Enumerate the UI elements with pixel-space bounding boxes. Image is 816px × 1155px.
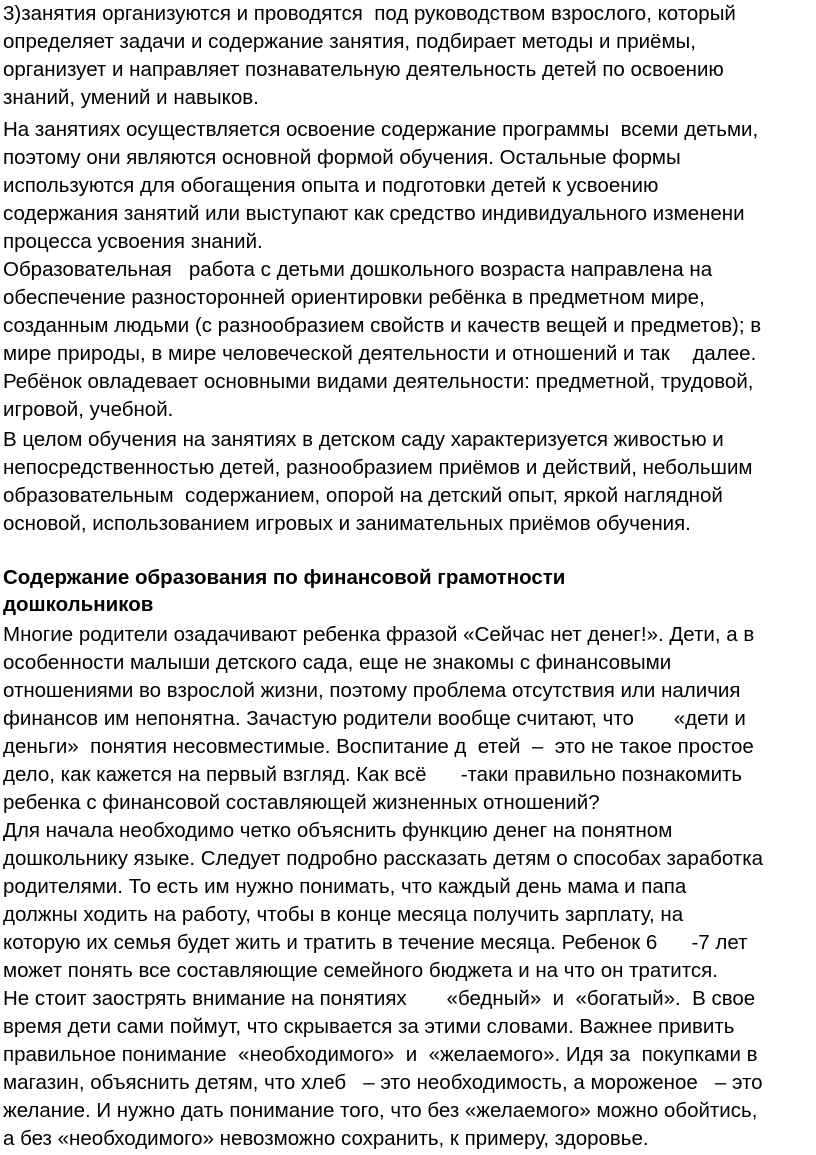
body-text-line: В целом обучения на занятиях в детском саду характеризуется живостью и <box>3 428 724 451</box>
body-text-line: непосредственностью детей, разнообразием приёмов и действий, небольшим <box>3 456 753 479</box>
body-text-line: дело, как кажется на первый взгляд. Как всё -таки правильно познакомить <box>3 763 743 786</box>
body-text-line: игровой, учебной. <box>3 398 174 421</box>
body-text-line: особенности малыши детского сада, еще не знакомы с финансовыми <box>3 651 672 674</box>
body-text-line: Не стоит заострять внимание на понятиях «бедный» и «богатый». В свое <box>3 987 756 1010</box>
body-text-line: обеспечение разносторонней ориентировки ребёнка в предметном мире, <box>3 286 705 309</box>
section-heading: Содержание образования по финансовой грамотности <box>3 566 566 589</box>
body-text-line: образовательным содержанием, опорой на детский опыт, яркой наглядной <box>3 484 723 507</box>
body-text-line: ребенка с финансовой составляющей жизненных отношений? <box>3 791 600 814</box>
body-text-line: Ребёнок овладевает основными видами деятельности: предметной, трудовой, <box>3 370 754 393</box>
body-text-line: Для начала необходимо четко объяснить функцию денег на понятном <box>3 819 673 842</box>
body-text-line: содержания занятий или выступают как средство индивидуального изменени <box>3 202 745 225</box>
body-text-line: организует и направляет познавательную деятельность детей по освоению <box>3 58 724 81</box>
body-text-line: На занятиях осуществляется освоение содержание программы всеми детьми, <box>3 118 759 141</box>
body-text-line: дошкольнику языке. Следует подробно рассказать детям о способах заработка <box>3 847 764 870</box>
body-text-line: родителями. То есть им нужно понимать, что каждый день мама и папа <box>3 875 687 898</box>
body-text-line: финансов им непонятна. Зачастую родители вообще считают, что «дети и <box>3 707 746 730</box>
body-text-line: магазин, объяснить детям, что хлеб – это необходимость, а мороженое – это <box>3 1071 763 1094</box>
body-text-line: Многие родители озадачивают ребенка фразой «Сейчас нет денег!». Дети, а в <box>3 623 755 646</box>
body-text-line: может понять все составляющие семейного бюджета и на что он тратится. <box>3 959 718 982</box>
body-text-line: время дети сами поймут, что скрывается за этими словами. Важнее привить <box>3 1015 735 1038</box>
body-text-line: 3)занятия организуются и проводятся под руководством взрослого, который <box>3 2 736 25</box>
body-text-line: созданным людьми (с разнообразием свойств и качеств вещей и предметов); в <box>3 314 762 337</box>
section-heading: дошкольников <box>3 593 154 616</box>
body-text-line: Образовательная работа с детьми дошкольного возраста направлена на <box>3 258 713 281</box>
body-text-line: используются для обогащения опыта и подготовки детей к усвоению <box>3 174 659 197</box>
body-text-line: мире природы, в мире человеческой деятельности и отношений и так далее. <box>3 342 757 365</box>
body-text-line: поэтому они являются основной формой обучения. Остальные формы <box>3 146 681 169</box>
body-text-line: основой, использованием игровых и занимательных приёмов обучения. <box>3 512 691 535</box>
body-text-line: деньги» понятия несовместимые. Воспитание д етей – это не такое простое <box>3 735 754 758</box>
body-text-line: определяет задачи и содержание занятия, подбирает методы и приёмы, <box>3 30 696 53</box>
body-text-line: желание. И нужно дать понимание того, что без «желаемого» можно обойтись, <box>3 1099 758 1122</box>
body-text-line: процесса усвоения знаний. <box>3 230 263 253</box>
body-text-line: отношениями во взрослой жизни, поэтому проблема отсутствия или наличия <box>3 679 741 702</box>
body-text-line: которую их семья будет жить и тратить в течение месяца. Ребенок 6 -7 лет <box>3 931 748 954</box>
body-text-line: должны ходить на работу, чтобы в конце месяца получить зарплату, на <box>3 903 684 926</box>
body-text-line: знаний, умений и навыков. <box>3 86 259 109</box>
body-text-line: а без «необходимого» невозможно сохранить, к примеру, здоровье. <box>3 1127 649 1150</box>
body-text-line: правильное понимание «необходимого» и «желаемого». Идя за покупками в <box>3 1043 758 1066</box>
